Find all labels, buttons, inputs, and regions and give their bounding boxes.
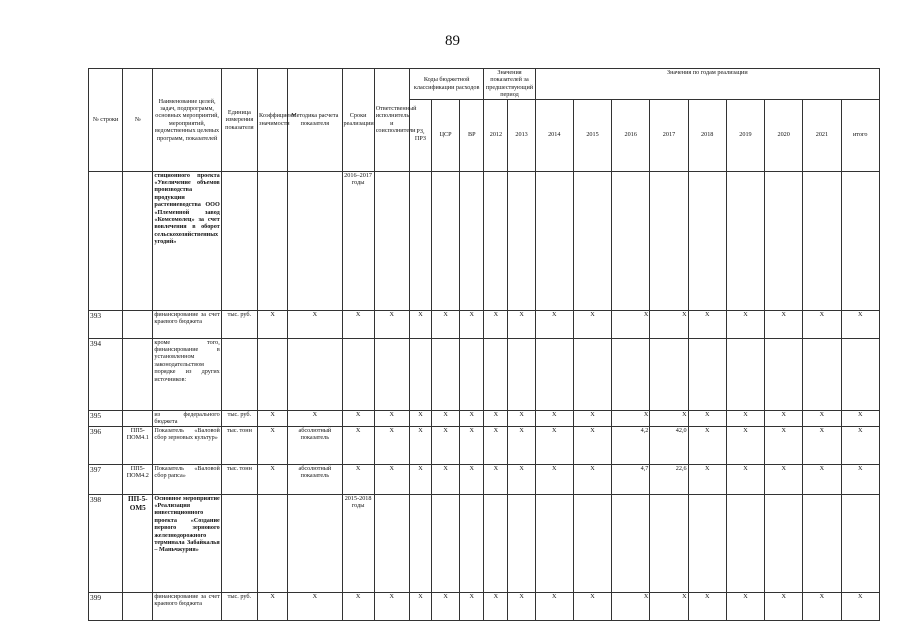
value-cell: X <box>841 410 879 426</box>
header-year-prev: 2012 <box>484 99 508 171</box>
value-cell: X <box>484 426 508 464</box>
row-name: финансирование за счет краевого бюджета <box>153 592 221 620</box>
value-cell: X <box>765 426 803 464</box>
value-cell: 42,0 <box>650 426 688 464</box>
value-cell <box>726 171 764 310</box>
row-responsible: X <box>374 464 409 494</box>
value-cell: X <box>612 310 650 338</box>
row-unit: тыс. тонн <box>221 426 257 464</box>
row-code <box>123 410 153 426</box>
value-cell <box>484 171 508 310</box>
value-cell: X <box>650 410 688 426</box>
row-name: из федерального бюджета <box>154 410 220 426</box>
row-unit: тыс. руб. <box>221 410 257 426</box>
header-budget-codes: Коды бюджетной классификации расходов <box>409 69 483 100</box>
header-method: Методика расчета показателя <box>288 69 342 172</box>
value-cell: 4,7 <box>612 464 650 494</box>
value-cell: X <box>726 464 764 494</box>
value-cell: X <box>508 464 535 494</box>
row-number: 396 <box>89 426 123 464</box>
row-method: абсолютный показатель <box>288 426 342 464</box>
row-unit <box>221 171 257 310</box>
row-terms: X <box>342 410 374 426</box>
value-cell: X <box>765 592 803 620</box>
value-cell: X <box>508 426 535 464</box>
value-cell: X <box>688 464 726 494</box>
value-cell <box>409 494 431 592</box>
value-cell <box>841 494 879 592</box>
value-cell: X <box>484 592 508 620</box>
value-cell: 22,6 <box>650 464 688 494</box>
table-row <box>89 426 880 464</box>
value-cell: X <box>650 310 688 338</box>
value-cell: X <box>432 464 460 494</box>
row-terms: X <box>342 426 374 464</box>
value-cell <box>765 494 803 592</box>
row-coef <box>258 494 288 592</box>
row-number <box>89 171 123 310</box>
row-unit: тыс. руб. <box>221 592 257 620</box>
row-code: ПП5-ПОМ4.1 <box>123 426 153 464</box>
value-cell: 4,2 <box>612 426 650 464</box>
header-coef: Коэффициент значимости <box>258 69 288 172</box>
value-cell <box>432 494 460 592</box>
row-method: X <box>288 310 342 338</box>
table-body <box>89 171 880 620</box>
header-col-rz: РЗ, ПРЗ <box>409 99 431 171</box>
value-cell: X <box>535 592 573 620</box>
value-cell <box>432 171 460 310</box>
header-year: 2015 <box>573 99 611 171</box>
row-number: 395 <box>89 410 123 426</box>
value-cell <box>688 171 726 310</box>
value-cell <box>573 338 611 410</box>
value-cell: X <box>650 592 688 620</box>
row-method <box>288 171 342 310</box>
value-cell <box>803 494 841 592</box>
row-responsible: X <box>374 310 409 338</box>
value-cell: X <box>460 310 484 338</box>
value-cell: X <box>460 426 484 464</box>
value-cell: X <box>484 310 508 338</box>
value-cell <box>726 494 764 592</box>
row-coef <box>258 338 288 410</box>
value-cell: X <box>612 410 650 426</box>
value-cell <box>460 171 484 310</box>
value-cell: X <box>803 426 841 464</box>
value-cell: X <box>508 410 535 426</box>
value-cell: X <box>409 410 431 426</box>
row-code: ПП-5-ОМ5 <box>123 494 153 592</box>
row-responsible <box>374 171 409 310</box>
value-cell <box>841 338 879 410</box>
value-cell <box>460 494 484 592</box>
value-cell: X <box>803 464 841 494</box>
value-cell: X <box>726 410 764 426</box>
value-cell <box>650 494 688 592</box>
header-col-vr: ВР <box>460 99 484 171</box>
value-cell <box>535 338 573 410</box>
page-number: 89 <box>445 33 460 49</box>
header-year: 2019 <box>726 99 764 171</box>
value-cell <box>726 338 764 410</box>
value-cell: X <box>765 410 803 426</box>
value-cell <box>508 171 535 310</box>
row-responsible: X <box>374 426 409 464</box>
value-cell: X <box>460 592 484 620</box>
value-cell <box>765 338 803 410</box>
header-no: № <box>123 69 153 172</box>
header-year: 2018 <box>688 99 726 171</box>
row-code <box>123 592 153 620</box>
value-cell: X <box>432 310 460 338</box>
row-responsible: X <box>374 410 409 426</box>
row-code: ПП5-ПОМ4.2 <box>123 464 153 494</box>
row-responsible <box>374 494 409 592</box>
row-method: X <box>288 592 342 620</box>
value-cell <box>484 338 508 410</box>
row-coef: X <box>258 464 288 494</box>
value-cell <box>508 338 535 410</box>
row-responsible: X <box>374 592 409 620</box>
value-cell <box>612 494 650 592</box>
value-cell <box>765 171 803 310</box>
value-cell <box>409 171 431 310</box>
value-cell: X <box>432 410 460 426</box>
row-name: финансирование за счет краевого бюджета <box>153 310 221 338</box>
row-responsible <box>374 338 409 410</box>
value-cell: X <box>726 426 764 464</box>
value-cell: X <box>765 464 803 494</box>
row-method <box>288 338 342 410</box>
value-cell <box>535 494 573 592</box>
row-name: стиционного проекта «Увеличение объемов производства продукции растениеводства ООО «Племенной завод «Комсомолец» за счет вовлечения в оборот сельскохозяйственных угодий» <box>153 171 221 310</box>
header-year: 2020 <box>765 99 803 171</box>
header-year: 2021 <box>803 99 841 171</box>
value-cell: X <box>535 310 573 338</box>
header-col-csr: ЦСР <box>432 99 460 171</box>
value-cell <box>508 494 535 592</box>
program-table <box>88 68 880 621</box>
row-name: Основное мероприятие «Реализация инвестиционного проекта «Создание первого зернового железнодорожного терминала Забайкалья – Маньчжурия» <box>153 494 221 592</box>
value-cell <box>650 338 688 410</box>
row-number: 398 <box>89 494 123 592</box>
value-cell: X <box>803 410 841 426</box>
value-cell <box>460 338 484 410</box>
header-row-no: № строки <box>89 69 123 172</box>
value-cell <box>535 171 573 310</box>
value-cell: X <box>432 426 460 464</box>
value-cell: X <box>409 592 431 620</box>
value-cell: X <box>409 310 431 338</box>
value-cell: X <box>573 426 611 464</box>
value-cell <box>688 338 726 410</box>
row-name: кроме того, финансирование в установленном законодательством порядке из других источников: <box>153 338 221 410</box>
value-cell <box>803 171 841 310</box>
header-unit: Единица измерения показателя <box>221 69 257 172</box>
value-cell: X <box>535 426 573 464</box>
value-cell <box>612 171 650 310</box>
value-cell: X <box>688 310 726 338</box>
value-cell: X <box>573 310 611 338</box>
value-cell <box>484 494 508 592</box>
header-year-prev: 2013 <box>508 99 535 171</box>
value-cell: X <box>432 592 460 620</box>
value-cell <box>650 171 688 310</box>
value-cell: X <box>508 310 535 338</box>
header-total: итого <box>841 99 879 171</box>
table-row <box>89 592 880 620</box>
value-cell: X <box>688 592 726 620</box>
value-cell: X <box>409 464 431 494</box>
value-cell: X <box>688 410 726 426</box>
header-year: 2017 <box>650 99 688 171</box>
value-cell: X <box>841 592 879 620</box>
value-cell: X <box>535 464 573 494</box>
row-code <box>123 310 153 338</box>
value-cell <box>688 494 726 592</box>
row-coef: X <box>258 592 288 620</box>
row-name: Показатель «Валовой сбор рапса» <box>153 464 221 494</box>
value-cell: X <box>688 426 726 464</box>
header-name: Наименование целей, задач, подпрограмм, основных мероприятий, мероприятий, ведомственных целевых программ, показателей <box>153 69 221 172</box>
row-number: 393 <box>89 310 123 338</box>
row-unit: тыс. тонн <box>221 464 257 494</box>
header-prev-values: Значения показателей за предшествующий период <box>484 69 535 100</box>
value-cell: X <box>765 310 803 338</box>
row-code <box>123 338 153 410</box>
table-row <box>89 171 880 310</box>
value-cell: X <box>409 426 431 464</box>
header-terms: Сроки реализации <box>342 69 374 172</box>
row-unit <box>221 494 257 592</box>
row-method <box>288 494 342 592</box>
header-year: 2016 <box>612 99 650 171</box>
value-cell: X <box>535 410 573 426</box>
value-cell: X <box>841 464 879 494</box>
value-cell <box>803 338 841 410</box>
value-cell <box>409 338 431 410</box>
value-cell: X <box>612 592 650 620</box>
value-cell <box>612 338 650 410</box>
value-cell: X <box>508 592 535 620</box>
value-cell: X <box>803 592 841 620</box>
row-terms: X <box>342 310 374 338</box>
row-terms: X <box>342 592 374 620</box>
value-cell: X <box>726 310 764 338</box>
row-number: 394 <box>89 338 123 410</box>
row-terms: 2016–2017 годы <box>342 171 374 310</box>
table-row <box>89 464 880 494</box>
header-year-values: Значения по годам реализации <box>535 69 879 100</box>
table-row <box>89 310 880 338</box>
value-cell: X <box>460 464 484 494</box>
value-cell: X <box>573 410 611 426</box>
value-cell <box>573 494 611 592</box>
value-cell <box>432 338 460 410</box>
value-cell: X <box>484 410 508 426</box>
row-terms: X <box>342 464 374 494</box>
value-cell <box>573 171 611 310</box>
value-cell: X <box>573 464 611 494</box>
row-method: абсолютный показатель <box>288 464 342 494</box>
row-coef: X <box>258 310 288 338</box>
value-cell: X <box>841 426 879 464</box>
row-coef <box>258 171 288 310</box>
table-row <box>89 410 880 426</box>
row-unit <box>221 338 257 410</box>
table-row <box>89 338 880 410</box>
value-cell: X <box>573 592 611 620</box>
value-cell: X <box>484 464 508 494</box>
value-cell: X <box>726 592 764 620</box>
row-terms <box>342 338 374 410</box>
value-cell: X <box>841 310 879 338</box>
header-year: 2014 <box>535 99 573 171</box>
row-coef: X <box>258 426 288 464</box>
row-terms: 2015-2018 годы <box>342 494 374 592</box>
row-unit: тыс. руб. <box>221 310 257 338</box>
row-method: X <box>288 410 342 426</box>
row-coef: X <box>258 410 288 426</box>
row-number: 399 <box>89 592 123 620</box>
row-name: Показатель «Валовой сбор зерновых культур» <box>153 426 221 464</box>
table-row <box>89 494 880 592</box>
value-cell: X <box>460 410 484 426</box>
row-number: 397 <box>89 464 123 494</box>
value-cell <box>841 171 879 310</box>
row-code <box>123 171 153 310</box>
value-cell: X <box>803 310 841 338</box>
header-responsible: Ответственный исполнитель и соисполнители <box>374 69 409 172</box>
